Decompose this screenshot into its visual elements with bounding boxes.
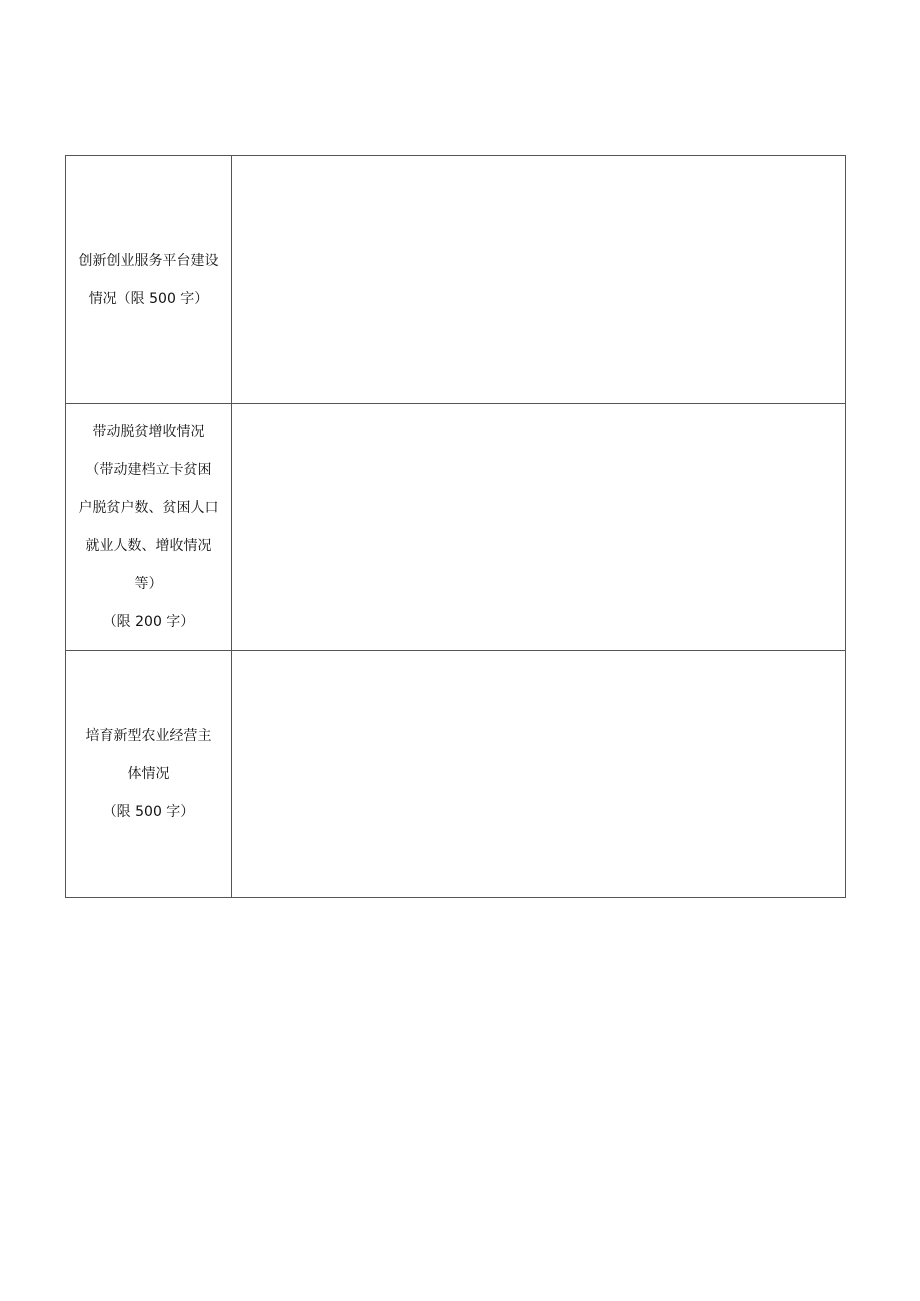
label-cell-poverty-alleviation (66, 404, 232, 651)
label-line: （限 200 字） (102, 614, 195, 630)
label-line: 就业人数、增收情况 (85, 538, 212, 554)
label-cell-agricultural-entities (66, 651, 232, 898)
label-line: 创新创业服务平台建设 (78, 252, 219, 269)
label-cell-platform-construction (66, 156, 232, 404)
value-field-platform-construction[interactable] (232, 156, 846, 404)
table-row-platform-construction (66, 156, 846, 404)
application-form-table (65, 155, 846, 898)
table-row-poverty-alleviation (66, 404, 846, 651)
label-line: 带动脱贫增收情况 (92, 424, 205, 440)
table-row-agricultural-entities (66, 651, 846, 898)
label-line: 情况（限 500 字） (88, 290, 209, 307)
label-line: （限 500 字） (102, 804, 195, 820)
label-line: 体情况 (127, 766, 170, 782)
label-line: 培育新型农业经营主 (85, 728, 212, 744)
label-line: 户脱贫户数、贫困人口 (78, 500, 219, 516)
label-line: （带动建档立卡贫困 (85, 462, 212, 478)
value-field-agricultural-entities[interactable] (232, 651, 846, 898)
label-line: 等） (134, 576, 163, 592)
value-field-poverty-alleviation[interactable] (232, 404, 846, 651)
